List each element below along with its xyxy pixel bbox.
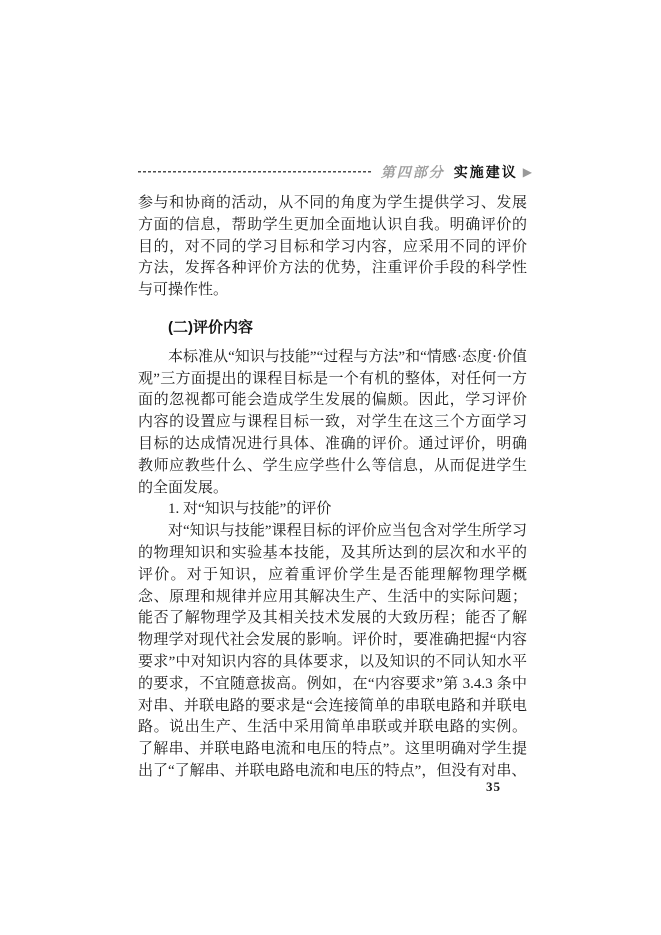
right-triangle-icon: ▶ [522,165,532,179]
paragraph-intro: 参与和协商的活动，从不同的角度为学生提供学习、发展方面的信息，帮助学生更加全面地认识自我。明确评价的目的，对不同的学习目标和学习内容，应采用不同的评价方法，发挥各种评价方法的优势，注重评价手段的科学性与可操作性。 [138,195,527,299]
paragraph-knowledge: 对“知识与技能”课程目标的评价应当包含对学生所学习的物理知识和实验基本技能，及其所达到的层次和水平的评价。对于知识，应着重评价学生是否能理解物理学概念、原理和规律并应用其解决生产、生活中的实际问题；能否了解物理学及其相关技术发展的大致历程；能否了解物理学对现代社会发展的影响。评价时，要准确把握“内容要求”中对知识内容的具体要求，以及知识的不同认知水平的要求，不宜随意拔高。例如，在“内容要求”第 3.4.3 条中对串、并联电路的要求是“会连接简单的串联电路和并联电路。说出生产、生活中采用简单串联或并联电路的实例。了解串、并联电路电流和电压的特点”。这里明确对学生提出了“了解串、并联电路电流和电压的特点”，但没有对串、 [138,523,527,779]
section-label: 实施建议 [453,164,518,180]
section-heading: (二)评价内容 [168,318,253,336]
body-text [138,193,527,783]
numbered-heading: 1. 对“知识与技能”的评价 [168,501,332,518]
header-dashed-rule [138,171,373,173]
paragraph-standard: 本标准从“知识与技能”“过程与方法”和“情感·态度·价值观”三方面提出的课程目标是一个有机的整体，对任何一方面的忽视都可能会造成学生发展的偏颇。因此，学习评价内容的设置应与课程目标一致，对学生在这三个方面学习目标的达成情况进行具体、准确的评价。通过评价，明确教师应教些什么、学生应学些什么等信息，从而促进学生的全面发展。 [138,348,527,496]
page-number: 35 [486,779,501,794]
part-label: 第四部分 [380,164,445,180]
running-header [138,163,532,181]
